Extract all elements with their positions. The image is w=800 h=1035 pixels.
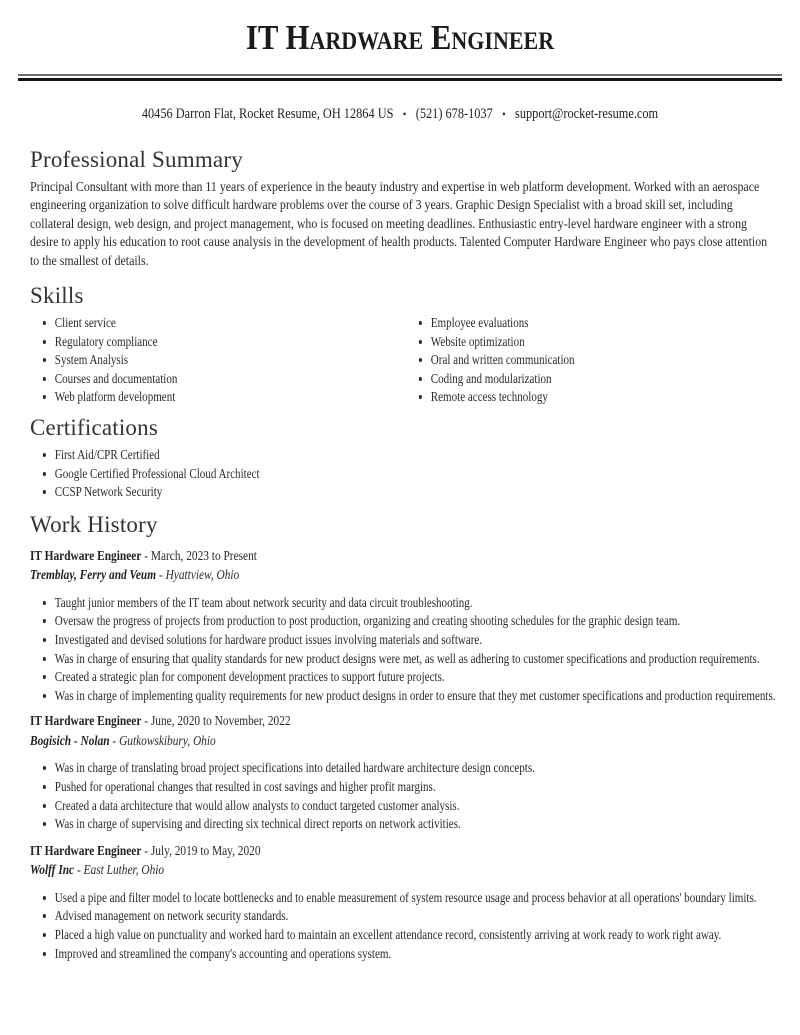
job-dates: June, 2020 to November, 2022 (150, 713, 291, 729)
skill-item: • Oral and written communication (431, 351, 782, 369)
job-dates: July, 2019 to May, 2020 (150, 842, 261, 858)
skill-item: • Website optimization (431, 333, 782, 351)
job-bullet: • Created a strategic plan for component development practices to support future projects. (55, 668, 800, 686)
job-bullet: • Was in charge of implementing quality requirements for new product designs in order to ensure that they met customer specifications and production requirements. (55, 687, 800, 705)
skill-item: • Regulatory compliance (55, 333, 406, 351)
job-company: Tremblay, Ferry and Veum (30, 567, 157, 583)
job-company-line (30, 731, 770, 751)
job-dates: March, 2023 to Present (150, 547, 257, 563)
job-bullet: • Was in charge of ensuring that quality standards for new product designs were met, as well as adhering to customer specifications and production requirements. (55, 650, 800, 668)
skill-item: • Coding and modularization (431, 370, 782, 388)
dash-separator: - (141, 713, 151, 729)
header-divider (18, 74, 782, 81)
job-bullet: • Placed a high value on punctuality and worked hard to maintain an excellent attendance record, consistently arriving at work ready to work right away. (55, 926, 800, 944)
dash-separator: - (141, 547, 151, 563)
dash-separator: - (109, 732, 120, 748)
dash-separator: - (74, 862, 84, 878)
job-location: Gutkowskibury, Ohio (119, 732, 216, 748)
job-header (30, 546, 770, 585)
contact-address: 40456 Darron Flat, Rocket Resume, OH 12864 US (141, 106, 394, 122)
skills-column-right (406, 314, 782, 407)
job-title: IT Hardware Engineer (30, 713, 142, 729)
job-bullet: • Pushed for operational changes that resulted in cost savings and higher profit margins. (55, 778, 800, 796)
skills-list-left (30, 314, 406, 406)
job-company-line (30, 860, 770, 880)
contact-phone: (521) 678-1037 (415, 106, 493, 122)
skills-columns (30, 314, 782, 407)
job-bullet: • Used a pipe and filter model to locate bottlenecks and to enable measurement of system resource usage and process behavior at all operations' boundary limits. (55, 889, 800, 907)
bullet-separator-icon: • (402, 107, 407, 121)
summary-heading: Professional Summary (30, 147, 243, 172)
dash-separator: - (141, 842, 151, 858)
skills-list-right (406, 314, 782, 406)
summary-paragraph: Principal Consultant with more than 11 years of experience in the beauty industry and expertise in web platform development. Worked with an aerospace engineering organization to solve difficult hardware problems over the course of 3 years. Graphic Design Specialist with a broad skill set, including collateral design, web design, and project management, who is focused on meeting deadlines. Enthusiastic entry-level hardware engineer with a strong desire to apply his education to root cause analysis in the development of health products. Talented Computer Hardware Engineer who pays close attention to the smallest of details. (30, 179, 768, 268)
job-bullet: • Investigated and devised solutions for hardware product issues involving materials and software. (55, 631, 800, 649)
bullet-separator-icon: • (502, 107, 506, 121)
certification-item: • CCSP Network Security (55, 483, 800, 501)
skill-item: • Employee evaluations (431, 314, 782, 332)
certification-item: • First Aid/CPR Certified (55, 446, 800, 464)
skills-heading: Skills (30, 283, 84, 309)
certifications-list (30, 446, 800, 501)
job-title-line (30, 711, 770, 731)
skill-item: • Web platform development (55, 388, 406, 406)
certifications-heading: Certifications (30, 415, 158, 440)
job-bullet: • Created a data architecture that would allow analysts to conduct targeted customer analysis. (55, 797, 800, 815)
skill-item: • Client service (55, 314, 406, 332)
job-header (30, 841, 770, 880)
job-bullet: • Taught junior members of the IT team about network security and data circuit troubleshooting. (55, 594, 800, 612)
job-location: East Luther, Ohio (83, 862, 165, 878)
job-bullet: • Was in charge of supervising and directing six technical direct reports on network activities. (55, 815, 800, 833)
job-title-line (30, 546, 770, 566)
job-bullet: • Was in charge of translating broad project specifications into detailed hardware architecture design concepts. (55, 759, 800, 777)
job-location: Hyattview, Ohio (165, 567, 240, 583)
skill-item: • Courses and documentation (55, 370, 406, 388)
contact-email: support@rocket-resume.com (515, 106, 659, 122)
skills-column-left (30, 314, 406, 407)
job-bullet-list (30, 594, 800, 705)
job-title: IT Hardware Engineer (30, 547, 142, 563)
job-title-line (30, 841, 770, 861)
job-bullet: • Oversaw the progress of projects from production to post production, organizing and creating shooting schedules for the graphic design team. (55, 612, 800, 630)
skill-item: • Remote access technology (431, 388, 782, 406)
job-company: Wolff Inc (30, 862, 75, 878)
certification-item: • Google Certified Professional Cloud Architect (55, 465, 800, 483)
dash-separator: - (156, 567, 166, 583)
job-bullet: • Improved and streamlined the company's accounting and operations system. (55, 945, 800, 963)
job-bullet-list (30, 759, 800, 832)
job-header (30, 711, 770, 750)
job-bullet: • Advised management on network security standards. (55, 907, 800, 925)
job-company-line (30, 565, 770, 585)
work-history-heading: Work History (30, 511, 158, 537)
job-bullet-list (30, 889, 800, 962)
skill-item: • System Analysis (55, 351, 406, 369)
contact-line (6, 105, 795, 124)
document-title: IT Hardware Engineer (245, 18, 555, 57)
job-company: Bogisich - Nolan (30, 732, 110, 748)
job-title: IT Hardware Engineer (30, 842, 142, 858)
